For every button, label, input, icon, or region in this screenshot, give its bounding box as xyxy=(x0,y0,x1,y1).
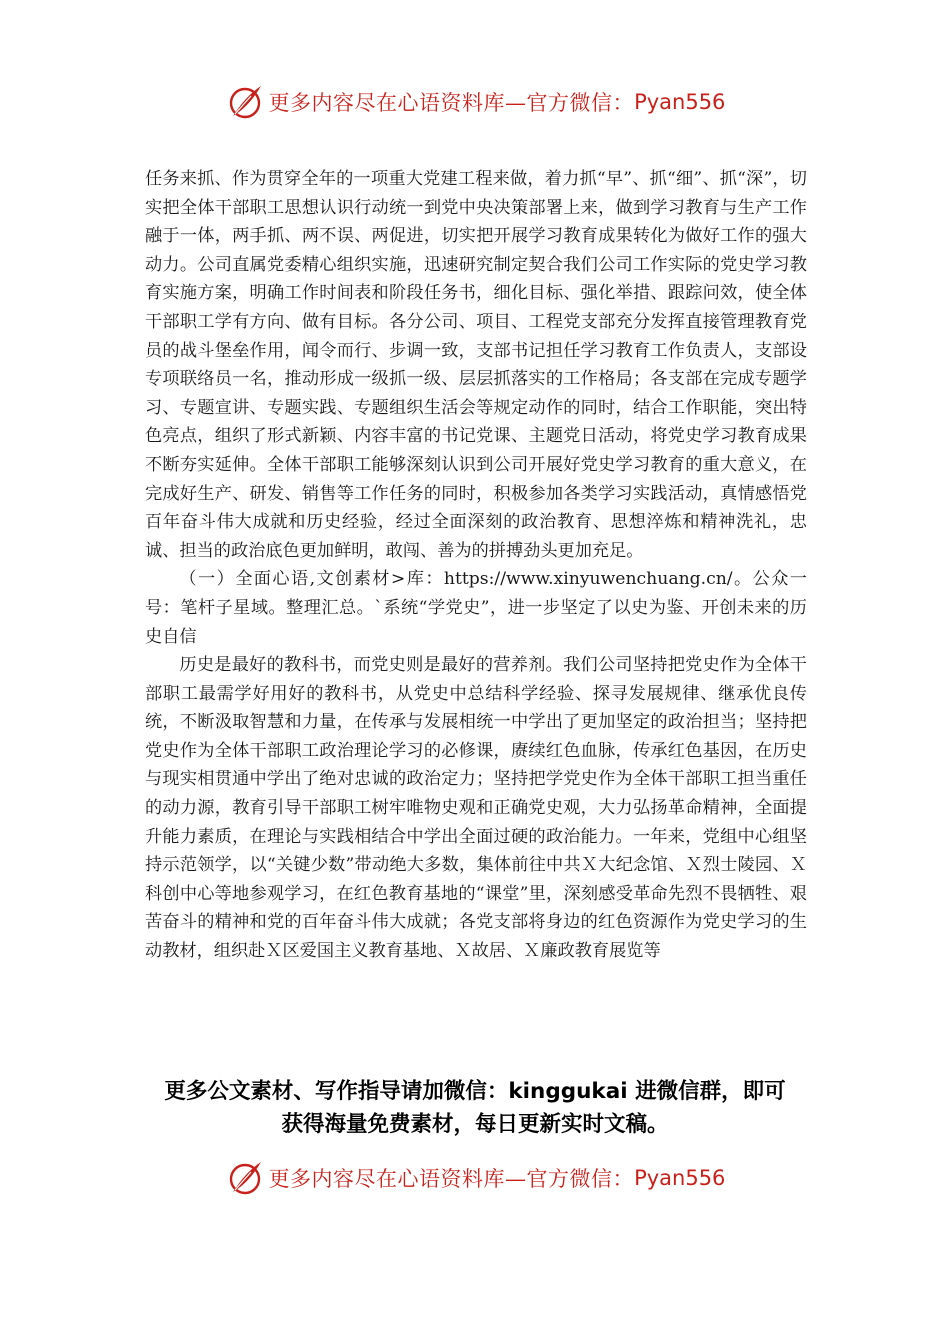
banner-wechat-id: Pyan556 xyxy=(634,90,726,114)
quill-logo-icon xyxy=(225,1158,265,1198)
promo-line-2: 获得海量免费素材，每日更新实时文稿。 xyxy=(281,1112,669,1137)
promo-line-1: 更多公文素材、写作指导请加微信：kinggukai 进微信群，即可 xyxy=(164,1079,786,1104)
footer-banner xyxy=(0,1156,950,1200)
paragraph-1: 任务来抓、作为贯穿全年的一项重大党建工程来做，着力抓“早”、抓“细”、抓“深”，切实把全体干部职工思想认识行动统一到党中央决策部署上来，做到学习教育与生产工作融于一体，两手抓、两不误、两促进，切实把开展学习教育成果转化为做好工作的强大动力。公司直属党委精心组织实施，迅速研究制定契合我们公司工作实际的党史学习教育实施方案，明确工作时间表和阶段任务书，细化目标、强化举措、跟踪问效，使全体干部职工学有方向、做有目标。各分公司、项目、工程党支部充分发挥直接管理教育党员的战斗堡垒作用，闻令而行、步调一致，支部书记担任学习教育工作负责人，支部设专项联络员一名，推动形成一级抓一级、层层抓落实的工作格局；各支部在完成专题学习、专题宣讲、专题实践、专题组织生活会等规定动作的同时，结合工作职能，突出特色亮点，组织了形式新颖、内容丰富的书记党课、主题党日活动，将党史学习教育成果不断夯实延伸。全体干部职工能够深刻认识到公司开展好党史学习教育的重大意义，在完成好生产、研发、销售等工作任务的同时，积极参加各类学习实践活动，真情感悟党百年奋斗伟大成就和历史经验，经过全面深刻的政治教育、思想淬炼和精神洗礼，忠诚、担当的政治底色更加鲜明，敢闯、善为的拼搏劲头更加充足。 xyxy=(145,169,807,561)
header-banner xyxy=(0,80,950,124)
banner-text: 更多内容尽在心语资料库—官方微信： xyxy=(268,1167,635,1191)
paragraph-2: 历史是最好的教科书，而党史则是最好的营养剂。我们公司坚持把党史作为全体干部职工最需学好用好的教科书，从党史中总结科学经验、探寻发展规律、继承优良传统，不断汲取智慧和力量，在传承与发展相统一中学出了更加坚定的政治担当；坚持把党史作为全体干部职工政治理论学习的必修课，赓续红色血脉，传承红色基因，在历史与现实相贯通中学出了绝对忠诚的政治定力；坚持把学党史作为全体干部职工担当重任的动力源，教育引导干部职工树牢唯物史观和正确党史观，大力弘扬革命精神，全面提升能力素质，在理论与实践相结合中学出全面过硬的政治能力。一年来，党组中心组坚持示范领学，以“关键少数”带动绝大多数，集体前往中共Ｘ大纪念馆、Ｘ烈士陵园、Ｘ科创中心等地参观学习，在红色教育基地的“课堂”里，深刻感受革命先烈不畏牺牲、艰苦奋斗的精神和党的百年奋斗伟大成就；各党支部将身边的红色资源作为党史学习的生动教材，组织赴Ｘ区爱国主义教育基地、Ｘ故居、Ｘ廉政教育展览等 xyxy=(145,655,807,962)
quill-logo-icon xyxy=(225,82,265,122)
section-heading: （一）全面心语,文创素材>库：https://www.xinyuwenchuang.cn/。公众一号：笔杆子星域。整理汇总。`系统“学党史”，进一步坚定了以史为鉴、开创未来的历史自信 xyxy=(145,569,807,647)
promo-notice xyxy=(130,1075,820,1141)
banner-wechat-id: Pyan556 xyxy=(634,1166,726,1190)
document-body xyxy=(145,165,807,966)
banner-text: 更多内容尽在心语资料库—官方微信： xyxy=(268,91,635,115)
